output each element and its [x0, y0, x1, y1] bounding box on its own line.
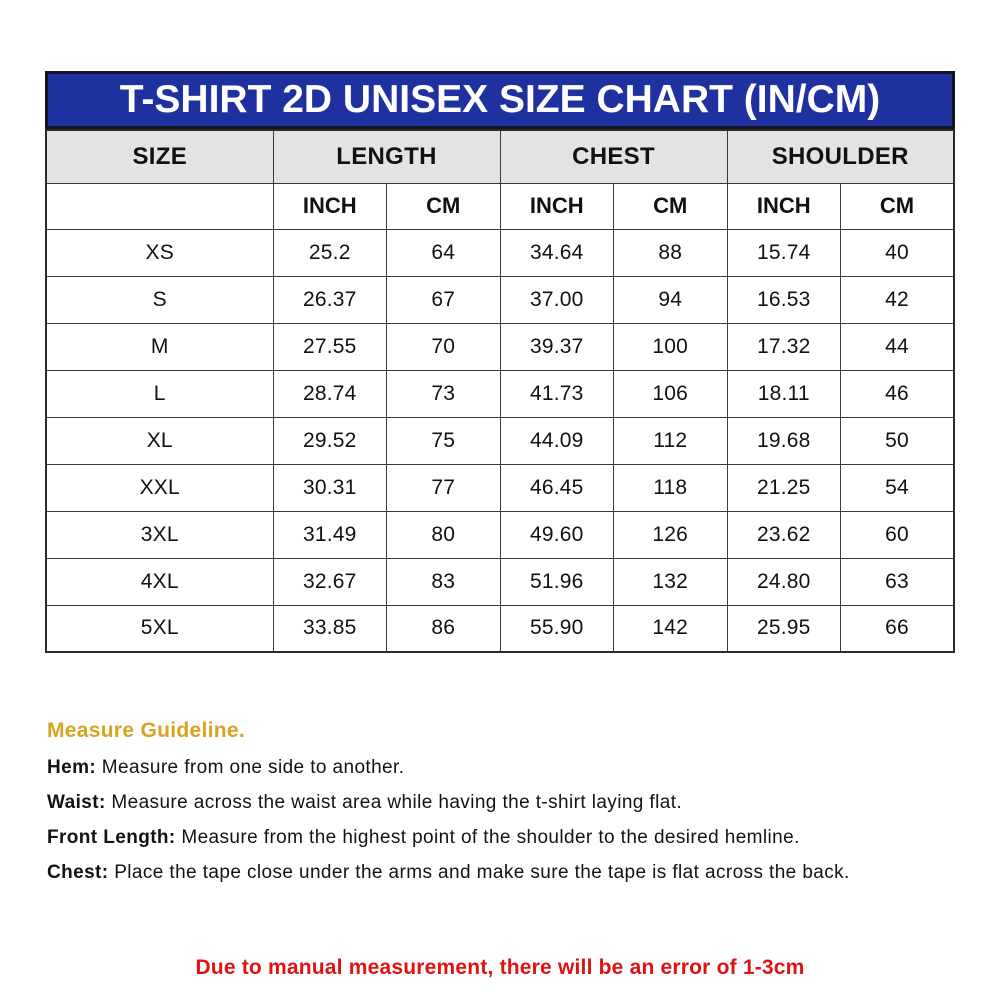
- unit-header-chest-cm: CM: [614, 183, 728, 229]
- shoulder-cm-cell: 50: [841, 417, 955, 464]
- col-header-length: LENGTH: [273, 130, 500, 183]
- length-inch-cell: 25.2: [273, 229, 387, 276]
- title-bar: [45, 71, 955, 129]
- chest-cm-cell: 112: [614, 417, 728, 464]
- size-cell: L: [46, 370, 273, 417]
- table-row-3xl: [46, 511, 954, 558]
- chest-cm-cell: 132: [614, 558, 728, 605]
- length-inch-cell: 30.31: [273, 464, 387, 511]
- guideline-text: Measure across the waist area while having the t-shirt laying flat.: [111, 792, 683, 813]
- guideline-term: Chest:: [47, 862, 109, 883]
- length-inch-cell: 28.74: [273, 370, 387, 417]
- chest-inch-cell: 49.60: [500, 511, 614, 558]
- chest-cm-cell: 106: [614, 370, 728, 417]
- chest-inch-cell: 46.45: [500, 464, 614, 511]
- guideline-text: Measure from the highest point of the shoulder to the desired hemline.: [181, 827, 800, 848]
- length-inch-cell: 31.49: [273, 511, 387, 558]
- length-cm-cell: 80: [387, 511, 501, 558]
- unit-header-length-cm: CM: [387, 183, 501, 229]
- shoulder-inch-cell: 16.53: [727, 276, 841, 323]
- length-inch-cell: 29.52: [273, 417, 387, 464]
- length-cm-cell: 73: [387, 370, 501, 417]
- chest-cm-cell: 142: [614, 605, 728, 652]
- table-row-m: [46, 323, 954, 370]
- chest-inch-cell: 39.37: [500, 323, 614, 370]
- chest-cm-cell: 88: [614, 229, 728, 276]
- unit-header-chest-inch: INCH: [500, 183, 614, 229]
- length-cm-cell: 64: [387, 229, 501, 276]
- length-cm-cell: 77: [387, 464, 501, 511]
- chest-cm-cell: 126: [614, 511, 728, 558]
- guideline-term: Waist:: [47, 792, 106, 813]
- length-inch-cell: 26.37: [273, 276, 387, 323]
- measurement-error-note: Due to manual measurement, there will be an error of 1-3cm: [195, 956, 805, 979]
- table-row-4xl: [46, 558, 954, 605]
- shoulder-cm-cell: 63: [841, 558, 955, 605]
- shoulder-inch-cell: 17.32: [727, 323, 841, 370]
- measure-guideline-section: [47, 719, 957, 897]
- chest-inch-cell: 55.90: [500, 605, 614, 652]
- unit-header-shoulder-cm: CM: [841, 183, 955, 229]
- table-row-xl: [46, 417, 954, 464]
- chest-inch-cell: 37.00: [500, 276, 614, 323]
- table-row-5xl: [46, 605, 954, 652]
- guideline-term: Front Length:: [47, 827, 176, 848]
- shoulder-inch-cell: 18.11: [727, 370, 841, 417]
- size-cell: 3XL: [46, 511, 273, 558]
- shoulder-inch-cell: 19.68: [727, 417, 841, 464]
- length-cm-cell: 86: [387, 605, 501, 652]
- guideline-text: Place the tape close under the arms and make sure the tape is flat across the back.: [114, 862, 850, 883]
- guideline-item-hem: [47, 757, 957, 779]
- table-row-xs: [46, 229, 954, 276]
- length-cm-cell: 75: [387, 417, 501, 464]
- size-cell: XXL: [46, 464, 273, 511]
- chest-inch-cell: 34.64: [500, 229, 614, 276]
- shoulder-cm-cell: 66: [841, 605, 955, 652]
- chest-inch-cell: 51.96: [500, 558, 614, 605]
- table-row-xxl: [46, 464, 954, 511]
- length-inch-cell: 33.85: [273, 605, 387, 652]
- shoulder-inch-cell: 23.62: [727, 511, 841, 558]
- size-cell: 4XL: [46, 558, 273, 605]
- guideline-text: Measure from one side to another.: [101, 757, 405, 778]
- shoulder-cm-cell: 54: [841, 464, 955, 511]
- size-cell: XS: [46, 229, 273, 276]
- length-inch-cell: 27.55: [273, 323, 387, 370]
- guideline-item-waist: [47, 792, 957, 814]
- chest-inch-cell: 44.09: [500, 417, 614, 464]
- size-cell: 5XL: [46, 605, 273, 652]
- shoulder-inch-cell: 24.80: [727, 558, 841, 605]
- guideline-item-front-length: [47, 827, 957, 849]
- chest-cm-cell: 94: [614, 276, 728, 323]
- length-cm-cell: 70: [387, 323, 501, 370]
- guideline-heading: Measure Guideline.: [47, 719, 245, 742]
- unit-header-row: [46, 183, 954, 229]
- length-cm-cell: 83: [387, 558, 501, 605]
- column-group-header-row: [46, 130, 954, 183]
- shoulder-cm-cell: 40: [841, 229, 955, 276]
- col-header-shoulder: SHOULDER: [727, 130, 954, 183]
- size-cell: M: [46, 323, 273, 370]
- shoulder-inch-cell: 21.25: [727, 464, 841, 511]
- size-cell: XL: [46, 417, 273, 464]
- size-chart-table: [45, 129, 955, 653]
- guideline-term: Hem:: [47, 757, 97, 778]
- table-row-l: [46, 370, 954, 417]
- unit-header-shoulder-inch: INCH: [727, 183, 841, 229]
- col-header-size: SIZE: [46, 130, 273, 183]
- shoulder-cm-cell: 60: [841, 511, 955, 558]
- chest-inch-cell: 41.73: [500, 370, 614, 417]
- guideline-item-chest: [47, 862, 957, 884]
- page-title: T-SHIRT 2D UNISEX SIZE CHART (IN/CM): [119, 78, 881, 121]
- shoulder-cm-cell: 46: [841, 370, 955, 417]
- unit-header-length-inch: INCH: [273, 183, 387, 229]
- empty-corner-cell: [46, 183, 273, 229]
- shoulder-cm-cell: 44: [841, 323, 955, 370]
- chest-cm-cell: 118: [614, 464, 728, 511]
- length-cm-cell: 67: [387, 276, 501, 323]
- col-header-chest: CHEST: [500, 130, 727, 183]
- shoulder-inch-cell: 25.95: [727, 605, 841, 652]
- shoulder-cm-cell: 42: [841, 276, 955, 323]
- table-row-s: [46, 276, 954, 323]
- chest-cm-cell: 100: [614, 323, 728, 370]
- size-cell: S: [46, 276, 273, 323]
- shoulder-inch-cell: 15.74: [727, 229, 841, 276]
- length-inch-cell: 32.67: [273, 558, 387, 605]
